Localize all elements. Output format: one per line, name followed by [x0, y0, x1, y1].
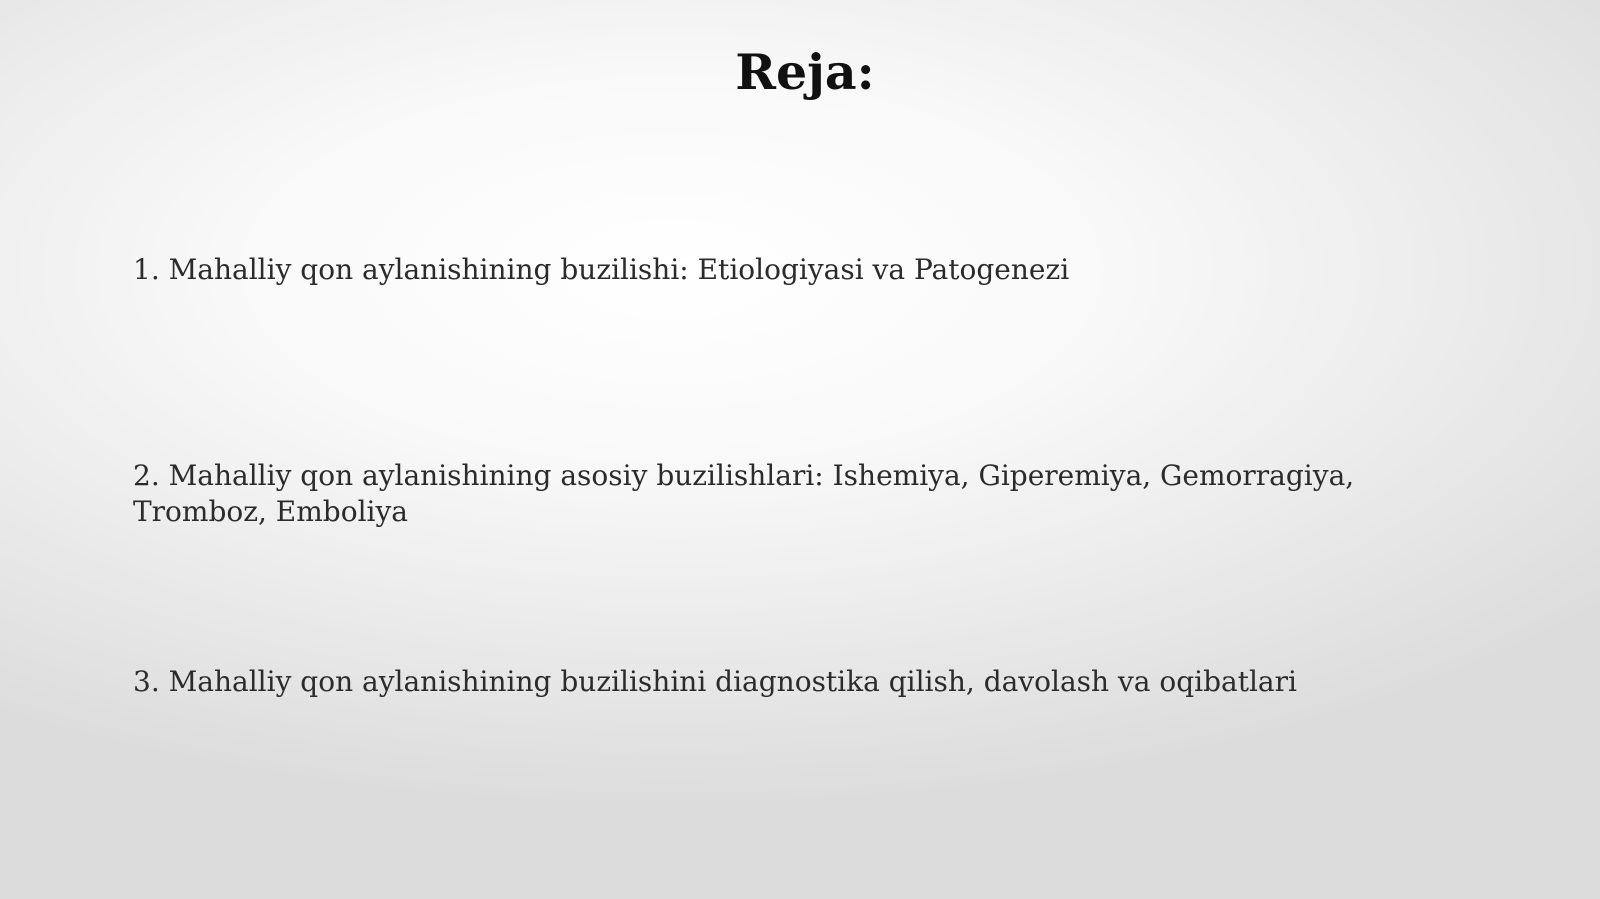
plan-item-1: 1. Mahalliy qon aylanishining buzilishi: Etiologiyasi va Patogenezi [133, 253, 1070, 286]
plan-item-3: 3. Mahalliy qon aylanishining buzilishini diagnostika qilish, davolash va oqibatlari [133, 665, 1297, 698]
plan-item-2: 2. Mahalliy qon aylanishining asosiy buzilishlari: Ishemiya, Giperemiya, Gemorragiya, Tromboz, Emboliya [133, 459, 1355, 528]
slide-title: Reja: [735, 43, 875, 101]
